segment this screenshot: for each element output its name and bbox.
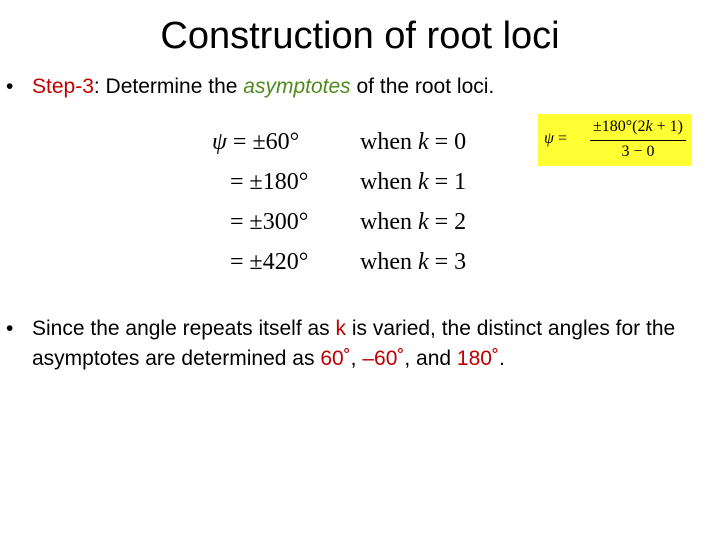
fraction-bar <box>590 140 686 141</box>
angle-60: 60˚ <box>320 347 351 370</box>
equation-right: when k = 1 <box>360 169 467 195</box>
equation-right: when k = 2 <box>360 209 467 235</box>
equation-left: = ±420° <box>230 249 309 275</box>
k-variable: k <box>335 317 347 340</box>
equation-left: = ±300° <box>230 209 309 235</box>
equation-left: ψ = ±60° <box>212 129 300 155</box>
asymptote-formula <box>538 114 692 166</box>
bullet-marker: • <box>6 317 14 340</box>
equation-right: when k = 0 <box>360 129 467 155</box>
bullet-text: Since the angle repeats itself as k is varied, the distinct angles for the asymptotes are determined as 60˚, –60˚, and 180˚. <box>32 317 676 370</box>
asymptotes-keyword: asymptotes <box>243 75 351 98</box>
formula-denominator: 3 − 0 <box>621 143 655 160</box>
equation-right: when k = 3 <box>360 249 467 275</box>
angle-minus-60: –60˚ <box>362 347 405 370</box>
step-text-post: of the root loci. <box>350 75 495 98</box>
step-text-pre: : Determine the <box>93 75 244 98</box>
bullet-marker: • <box>6 75 14 98</box>
formula-numerator: ±180°(2k + 1) <box>593 118 683 135</box>
step-label: Step-3 <box>32 75 94 98</box>
bullet-text <box>32 72 494 102</box>
formula-lhs: ψ = <box>544 130 567 147</box>
slide-title: Construction of root loci <box>160 15 560 57</box>
equation-left: = ±180° <box>230 169 309 195</box>
angle-180: 180˚ <box>456 347 499 370</box>
